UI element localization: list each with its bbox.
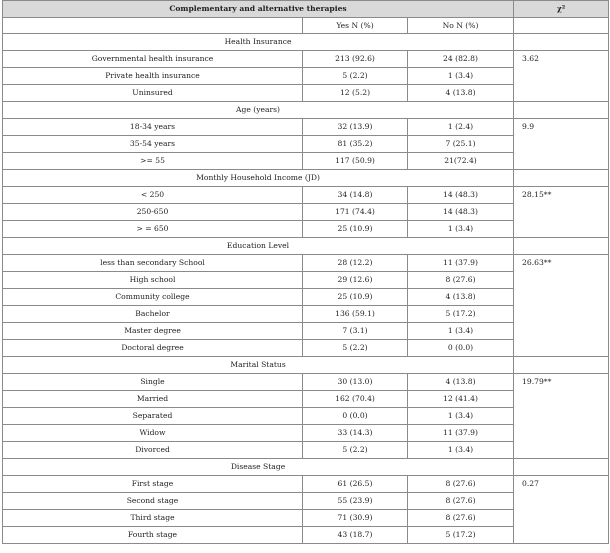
yes-value: 61 (26.5) (303, 476, 408, 493)
yes-value: 213 (92.6) (303, 51, 408, 68)
no-column-header: No N (%) (408, 18, 514, 34)
section-header-row (3, 102, 609, 119)
yes-value: 55 (23.9) (303, 493, 408, 510)
yes-value: 81 (35.2) (303, 136, 408, 153)
no-value: 1 (3.4) (408, 323, 514, 340)
row-label: Separated (3, 408, 303, 425)
chi-square-value (514, 255, 609, 357)
yes-value: 43 (18.7) (303, 527, 408, 544)
row-label: 35-54 years (3, 136, 303, 153)
yes-value: 25 (10.9) (303, 221, 408, 238)
yes-value: 171 (74.4) (303, 204, 408, 221)
row-label: Governmental health insurance (3, 51, 303, 68)
no-value: 8 (27.6) (408, 476, 514, 493)
row-label: 18-34 years (3, 119, 303, 136)
section-title: Monthly Household Income (JD) (3, 170, 514, 187)
no-value: 1 (3.4) (408, 68, 514, 85)
yes-value: 7 (3.1) (303, 323, 408, 340)
yes-value: 162 (70.4) (303, 391, 408, 408)
yes-value: 5 (2.2) (303, 68, 408, 85)
yes-value: 29 (12.6) (303, 272, 408, 289)
row-label: Uninsured (3, 85, 303, 102)
yes-value: 136 (59.1) (303, 306, 408, 323)
table-title: Complementary and alternative therapies (3, 1, 514, 18)
no-value: 11 (37.9) (408, 255, 514, 272)
section-title: Disease Stage (3, 459, 514, 476)
yes-value: 30 (13.0) (303, 374, 408, 391)
chi-square-text: 19.79** (522, 377, 552, 386)
chi-square-text: 28.15** (522, 190, 552, 199)
row-label: > = 650 (3, 221, 303, 238)
no-value: 8 (27.6) (408, 493, 514, 510)
chi-square-value (514, 51, 609, 102)
row-label: Widow (3, 425, 303, 442)
column-header-row (3, 18, 609, 34)
table-row (3, 119, 609, 136)
no-value: 8 (27.6) (408, 272, 514, 289)
yes-column-header: Yes N (%) (303, 18, 408, 34)
chi-square-value (514, 476, 609, 544)
yes-value: 12 (5.2) (303, 85, 408, 102)
table-row (3, 476, 609, 493)
table-row (3, 187, 609, 204)
table-row (3, 374, 609, 391)
chi-square-value (514, 374, 609, 459)
row-label: Fourth stage (3, 527, 303, 544)
no-value: 1 (3.4) (408, 408, 514, 425)
row-label: Bachelor (3, 306, 303, 323)
no-value: 14 (48.3) (408, 187, 514, 204)
yes-value: 71 (30.9) (303, 510, 408, 527)
row-label: Divorced (3, 442, 303, 459)
row-label: Married (3, 391, 303, 408)
section-header-row (3, 238, 609, 255)
no-value: 24 (82.8) (408, 51, 514, 68)
row-label: Third stage (3, 510, 303, 527)
no-value: 21(72.4) (408, 153, 514, 170)
no-value: 0 (0.0) (408, 340, 514, 357)
empty-cell (514, 34, 609, 51)
yes-value: 117 (50.9) (303, 153, 408, 170)
no-value: 4 (13.8) (408, 85, 514, 102)
yes-value: 5 (2.2) (303, 340, 408, 357)
row-label: Single (3, 374, 303, 391)
chi-square-text: 3.62 (522, 54, 539, 63)
chi-square-value (514, 187, 609, 238)
no-value: 14 (48.3) (408, 204, 514, 221)
empty-cell (514, 357, 609, 374)
no-value: 4 (13.8) (408, 374, 514, 391)
section-header-row (3, 459, 609, 476)
empty-cell (514, 170, 609, 187)
chi-square-header: χ² (514, 1, 609, 18)
row-label: High school (3, 272, 303, 289)
chi-square-text: 9.9 (522, 122, 535, 131)
no-value: 12 (41.4) (408, 391, 514, 408)
no-value: 1 (3.4) (408, 221, 514, 238)
chi-square-value (514, 119, 609, 170)
section-title: Marital Status (3, 357, 514, 374)
yes-value: 34 (14.8) (303, 187, 408, 204)
no-value: 1 (2.4) (408, 119, 514, 136)
row-label: Master degree (3, 323, 303, 340)
section-title: Health Insurance (3, 34, 514, 51)
section-title: Education Level (3, 238, 514, 255)
yes-value: 0 (0.0) (303, 408, 408, 425)
section-title: Age (years) (3, 102, 514, 119)
section-header-row (3, 170, 609, 187)
row-label: 250-650 (3, 204, 303, 221)
section-header-row (3, 357, 609, 374)
section-header-row (3, 34, 609, 51)
no-value: 5 (17.2) (408, 527, 514, 544)
empty-cell (514, 459, 609, 476)
yes-value: 5 (2.2) (303, 442, 408, 459)
yes-value: 28 (12.2) (303, 255, 408, 272)
row-label: < 250 (3, 187, 303, 204)
yes-value: 33 (14.3) (303, 425, 408, 442)
no-value: 5 (17.2) (408, 306, 514, 323)
no-value: 4 (13.8) (408, 289, 514, 306)
table-header-row (3, 1, 609, 18)
no-value: 1 (3.4) (408, 442, 514, 459)
table-row (3, 51, 609, 68)
no-value: 11 (37.9) (408, 425, 514, 442)
empty-header-cell (3, 18, 303, 34)
empty-cell (514, 238, 609, 255)
empty-header-cell (514, 18, 609, 34)
row-label: Private health insurance (3, 68, 303, 85)
yes-value: 25 (10.9) (303, 289, 408, 306)
row-label: Doctoral degree (3, 340, 303, 357)
row-label: less than secondary School (3, 255, 303, 272)
no-value: 8 (27.6) (408, 510, 514, 527)
row-label: >= 55 (3, 153, 303, 170)
chi-square-text: 26.63** (522, 258, 552, 267)
row-label: Second stage (3, 493, 303, 510)
row-label: First stage (3, 476, 303, 493)
table-row (3, 255, 609, 272)
empty-cell (514, 102, 609, 119)
no-value: 7 (25.1) (408, 136, 514, 153)
row-label: Community college (3, 289, 303, 306)
yes-value: 32 (13.9) (303, 119, 408, 136)
chi-square-text: 0.27 (522, 479, 539, 488)
therapies-table (2, 0, 609, 544)
